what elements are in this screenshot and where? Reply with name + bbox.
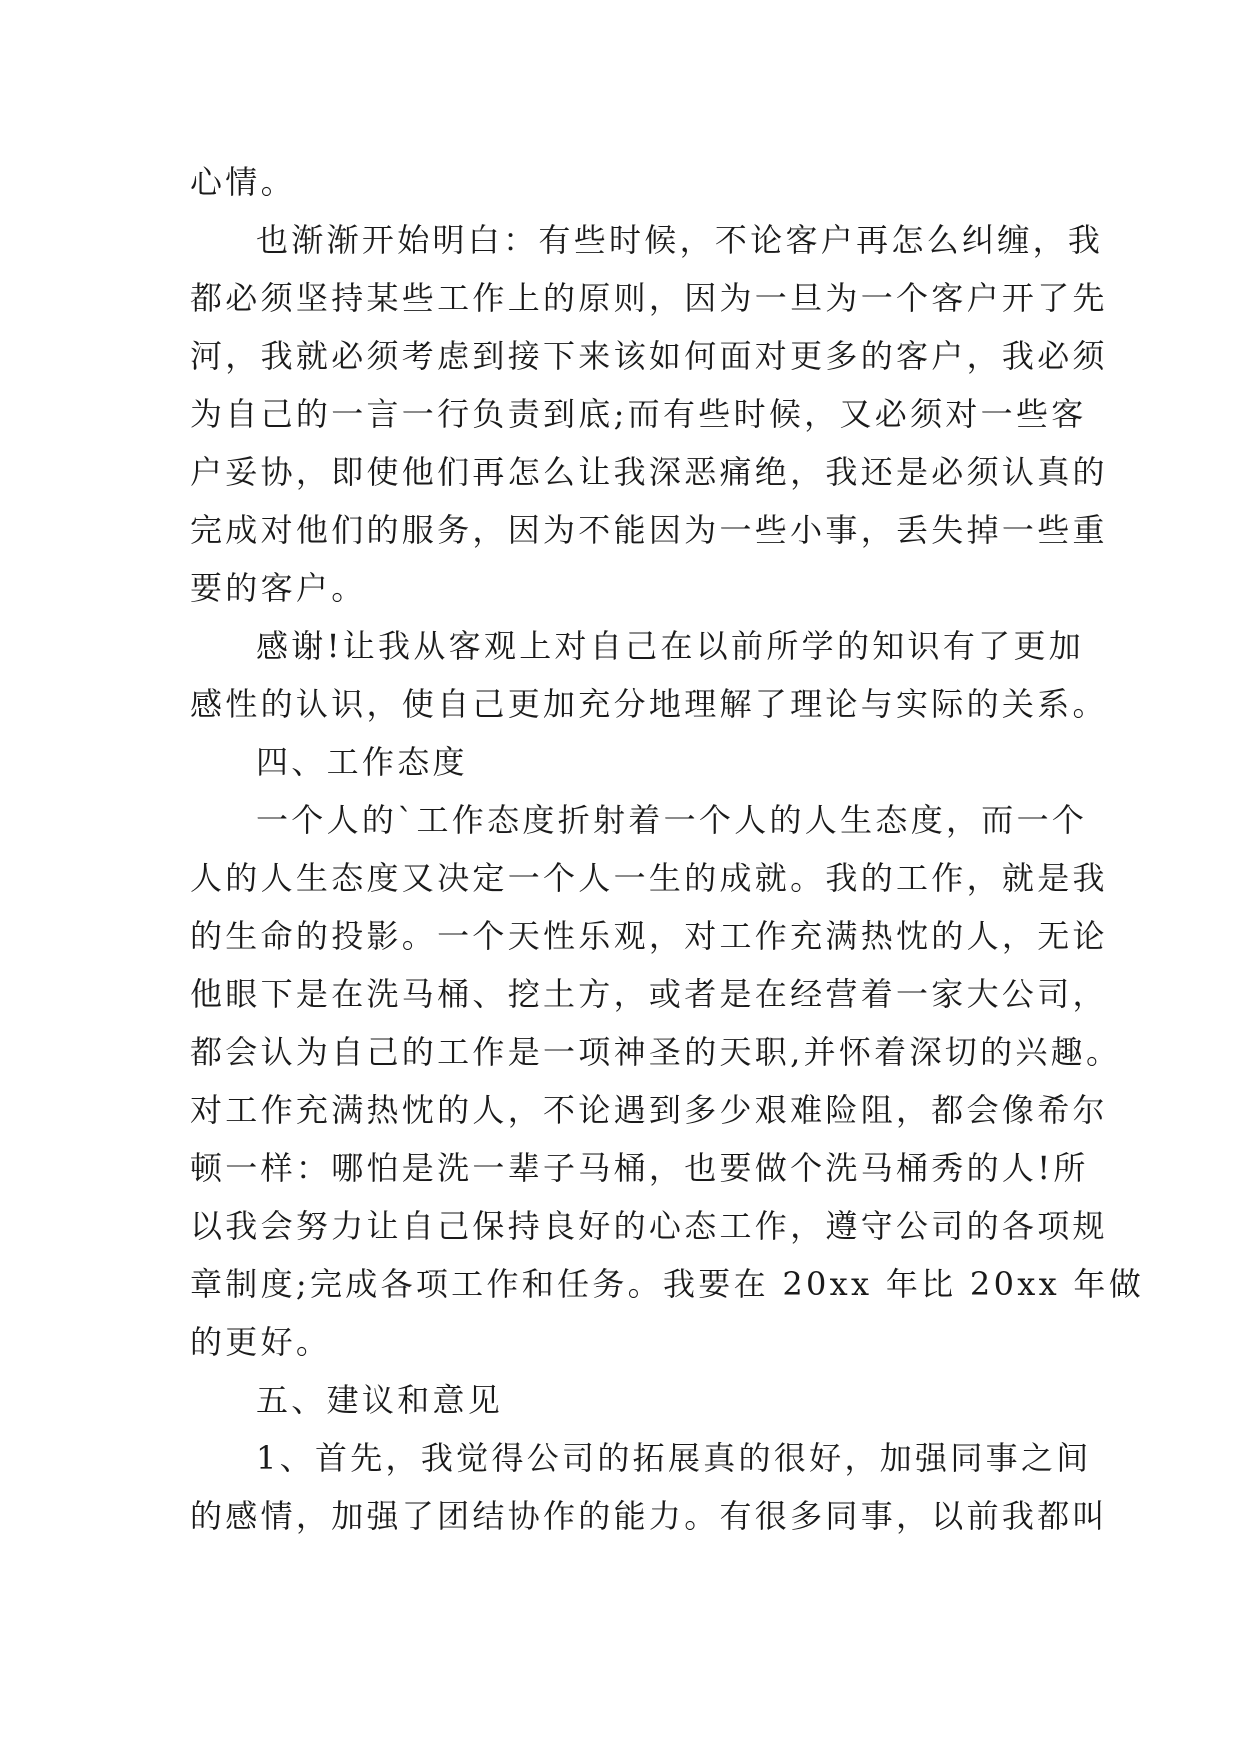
text-line: 章制度;完成各项工作和任务。我要在 20xx 年比 20xx 年做 [190,1265,1144,1303]
text-line: 为自己的一言一行负责到底;而有些时候，又必须对一些客 [190,395,1087,433]
text-line: 感性的认识，使自己更加充分地理解了理论与实际的关系。 [190,685,1108,723]
text-line: 顿一样：哪怕是洗一辈子马桶，也要做个洗马桶秀的人!所 [190,1149,1089,1187]
text-line: 一个人的`工作态度折射着一个人的人生态度，而一个 [256,801,1088,839]
body-text [190,153,1144,1545]
text-line: 的更好。 [190,1323,332,1361]
text-line: 都必须坚持某些工作上的原则，因为一旦为一个客户开了先 [190,279,1108,317]
text-line: 都会认为自己的工作是一项神圣的天职,并怀着深切的兴趣。 [190,1033,1122,1071]
text-line: 他眼下是在洗马桶、挖土方，或者是在经营着一家大公司， [190,975,1108,1013]
text-line: 人的人生态度又决定一个人一生的成就。我的工作，就是我 [190,859,1108,897]
text-line: 以我会努力让自己保持良好的心态工作，遵守公司的各项规 [190,1207,1108,1245]
text-line: 对工作充满热忱的人，不论遇到多少艰难险阻，都会像希尔 [190,1091,1108,1129]
text-line: 河，我就必须考虑到接下来该如何面对更多的客户，我必须 [190,337,1108,375]
section-heading: 五、建议和意见 [256,1381,504,1419]
text-line: 的感情，加强了团结协作的能力。有很多同事，以前我都叫 [190,1497,1108,1535]
text-line: 感谢!让我从客观上对自己在以前所学的知识有了更加 [256,627,1085,665]
text-line: 心情。 [190,163,296,201]
section-heading: 四、工作态度 [256,743,468,781]
text-line: 的生命的投影。一个天性乐观，对工作充满热忱的人，无论 [190,917,1108,955]
text-line: 也渐渐开始明白：有些时候，不论客户再怎么纠缠，我 [256,221,1104,259]
text-line: 要的客户。 [190,569,367,607]
text-line: 户妥协，即使他们再怎么让我深恶痛绝，我还是必须认真的 [190,453,1108,491]
text-line: 完成对他们的服务，因为不能因为一些小事，丢失掉一些重 [190,511,1108,549]
text-line: 1、首先，我觉得公司的拓展真的很好，加强同事之间 [256,1439,1092,1477]
